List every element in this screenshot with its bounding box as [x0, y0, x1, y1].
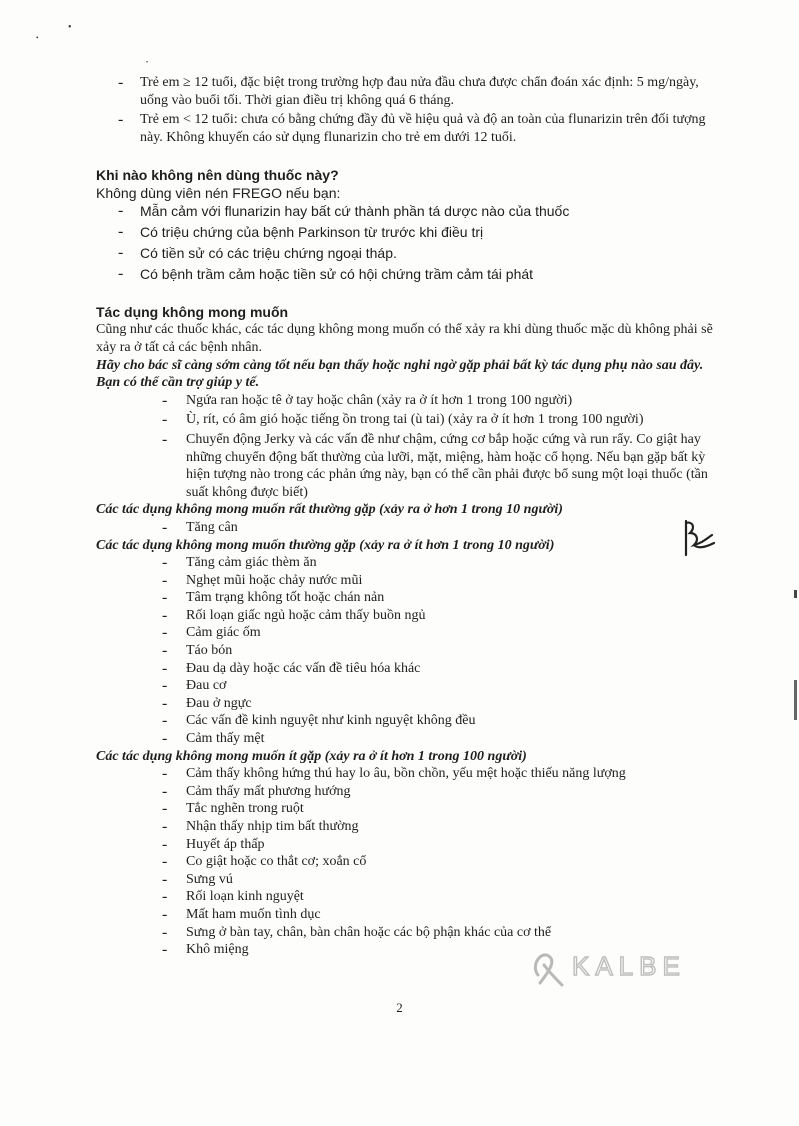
bullet-dash: -: [118, 111, 124, 129]
bullet-dash: -: [162, 730, 168, 748]
list-item-text: Co giật hoặc co thắt cơ; xoắn cổ: [186, 854, 367, 870]
bullet-dash: -: [162, 677, 168, 695]
list-item: [96, 906, 726, 924]
bullet-dash: -: [162, 905, 168, 923]
scan-edge-mark: [794, 590, 797, 598]
very-common-heading: Các tác dụng không mong muốn rất thường gặp (xảy ra ở hơn 1 trong 10 người): [96, 502, 563, 518]
list-item: [96, 519, 726, 537]
bullet-dash: -: [162, 411, 168, 429]
uncommon-heading: Các tác dụng không mong muốn ít gặp (xảy ra ở ít hơn 1 trong 100 người): [96, 748, 527, 764]
page-number: 2: [396, 1000, 403, 1015]
common-list: [96, 554, 726, 748]
bullet-dash: -: [162, 800, 168, 818]
list-item: [96, 624, 726, 642]
bullet-dash: -: [162, 888, 168, 906]
bullet-dash: -: [162, 554, 168, 572]
list-item-text: Ngứa ran hoặc tê ở tay hoặc chân (xảy ra ở ít hơn 1 trong 100 người): [186, 392, 573, 408]
list-item-text: Cảm thấy không hứng thú hay lo âu, bồn chồn, yếu mệt hoặc thiếu năng lượng: [186, 766, 626, 782]
bullet-dash: -: [162, 391, 168, 409]
bullet-dash: -: [118, 265, 124, 283]
bullet-dash: -: [162, 694, 168, 712]
bullet-dash: -: [162, 870, 168, 888]
list-item-text: Đau ở ngực: [186, 695, 252, 711]
list-item: [96, 695, 726, 713]
list-item-text: Nhận thấy nhịp tim bất thường: [186, 819, 359, 834]
list-item-text: Cảm giác ốm: [186, 625, 261, 641]
list-item: [96, 783, 726, 801]
dosage-children-list: [96, 74, 726, 146]
handwritten-initials-icon: [672, 515, 720, 563]
list-item: [96, 74, 726, 109]
list-item: [96, 111, 726, 146]
list-item-text: Ù, rít, có âm gió hoặc tiếng ồn trong tai (ù tai) (xảy ra ở ít hơn 1 trong 100 người): [186, 412, 644, 428]
bullet-dash: -: [162, 712, 168, 730]
bullet-dash: -: [118, 244, 124, 262]
warning-text: Hãy cho bác sĩ càng sớm càng tốt nếu bạn thấy hoặc nghi ngờ gặp phải bất kỳ tác dụng phụ nào sau đây. Bạn có thể cần trợ giúp y tế.: [96, 357, 704, 391]
list-item: [96, 265, 726, 283]
list-item-text: Có tiền sử có các triệu chứng ngoại tháp.: [140, 245, 397, 262]
section-heading-adverse-effects: Tác dụng không mong muốn: [96, 304, 289, 321]
list-item: [96, 871, 726, 889]
bullet-dash: -: [162, 835, 168, 853]
stamp-text: KALBE: [572, 951, 686, 981]
list-item: [96, 431, 726, 501]
bullet-dash: -: [162, 571, 168, 589]
list-item-text: Sưng ở bàn tay, chân, bàn chân hoặc các bộ phận khác của cơ thể: [186, 924, 552, 940]
bullet-dash: -: [162, 430, 168, 448]
list-item: [96, 800, 726, 818]
list-item-text: Nghẹt mũi hoặc chảy nước mũi: [186, 572, 363, 588]
bullet-dash: -: [162, 941, 168, 959]
list-item: [96, 677, 726, 695]
list-item-text: Táo bón: [186, 643, 233, 659]
list-item: [96, 392, 726, 410]
list-item-text: Đau dạ dày hoặc các vấn đề tiêu hóa khác: [186, 660, 421, 676]
list-item: [96, 818, 726, 836]
list-item: [96, 765, 726, 783]
bullet-dash: -: [118, 202, 124, 220]
list-item: [96, 660, 726, 678]
list-item: [96, 223, 726, 241]
bullet-dash: -: [162, 606, 168, 624]
section-intro: Không dùng viên nén FREGO nếu bạn:: [96, 185, 341, 202]
scan-dot: •: [146, 60, 149, 66]
list-item-text: Rối loạn giấc ngủ hoặc cảm thấy buồn ngủ: [186, 607, 426, 623]
uncommon-list: [96, 765, 726, 959]
bullet-dash: -: [162, 659, 168, 677]
list-item: [96, 589, 726, 607]
scan-dot: •: [36, 34, 39, 42]
very-common-list: [96, 519, 726, 537]
bullet-dash: -: [118, 74, 124, 91]
list-item: [96, 411, 726, 429]
list-item-text: Trẻ em < 12 tuổi: chưa có bằng chứng đầy đủ về hiệu quả và độ an toàn của flunarizin trên đối tượng này. Không khuyến cáo sử dụng flunarizin cho trẻ em dưới 12 tuổi.: [140, 112, 706, 145]
kalbe-stamp-icon: [528, 935, 708, 991]
list-item-text: Rối loạn kinh nguyệt: [186, 889, 304, 905]
list-item-text: Có bệnh trầm cảm hoặc tiền sử có hội chứng trầm cảm tái phát: [140, 266, 534, 283]
list-item: [96, 836, 726, 854]
page-content: [96, 74, 726, 959]
list-item-text: Cảm thấy mất phương hướng: [186, 783, 351, 799]
list-item: [96, 853, 726, 871]
list-item-text: Có triệu chứng của bệnh Parkinson từ trước khi điều trị: [140, 224, 484, 241]
list-item: [96, 607, 726, 625]
list-item-text: Mẫn cảm với flunarizin hay bất cứ thành phần tá dược nào của thuốc: [140, 203, 570, 220]
section-intro: Cũng như các thuốc khác, các tác dụng không mong muốn có thể xảy ra khi dùng thuốc mặc dù không phải sẽ xảy ra ở tất cả các bệnh nhân.: [96, 322, 713, 355]
list-item: [96, 554, 726, 572]
list-item-text: Tắc nghẽn trong ruột: [186, 801, 304, 817]
list-item-text: Sưng vú: [186, 871, 233, 887]
bullet-dash: -: [162, 589, 168, 607]
bullet-dash: -: [162, 765, 168, 783]
list-item: [96, 642, 726, 660]
bullet-dash: -: [118, 223, 124, 241]
bullet-dash: -: [162, 518, 168, 536]
section-heading-contraindications: Khi nào không nên dùng thuốc này?: [96, 167, 339, 184]
common-heading: Các tác dụng không mong muốn thường gặp (xảy ra ở ít hơn 1 trong 10 người): [96, 537, 555, 553]
list-item-text: Tăng cân: [186, 519, 238, 535]
list-item-text: Đau cơ: [186, 678, 227, 694]
scan-edge-mark: [794, 680, 797, 720]
list-item-text: Khô miệng: [186, 942, 249, 958]
list-item-text: Chuyển động Jerky và các vấn đề như chậm, cứng cơ bắp hoặc cứng và run rẩy. Co giật hay những chuyển động bất thường của lưỡi, mặt, miệng, hàm hoặc cổ họng. Nếu bạn gặp bất kỳ hiện tượng nào trong các phản ứng này, bạn có thể cần phải được bổ sung một loại thuốc (tần suất không được biết): [186, 431, 708, 500]
bullet-dash: -: [162, 624, 168, 642]
list-item: [96, 202, 726, 220]
bullet-dash: -: [162, 782, 168, 800]
list-item: [96, 730, 726, 748]
urgent-effects-list: [96, 392, 726, 502]
list-item: [96, 712, 726, 730]
list-item: [96, 244, 726, 262]
list-item-text: Tăng cảm giác thèm ăn: [186, 555, 317, 571]
list-item: [96, 888, 726, 906]
list-item-text: Tâm trạng không tốt hoặc chán nản: [186, 590, 385, 606]
list-item: [96, 572, 726, 590]
list-item-text: Các vấn đề kinh nguyệt như kinh nguyệt không đều: [186, 713, 476, 729]
contraindications-list: [96, 202, 726, 283]
list-item-text: Cảm thấy mệt: [186, 731, 265, 747]
bullet-dash: -: [162, 853, 168, 871]
list-item-text: Trẻ em ≥ 12 tuổi, đặc biệt trong trường hợp đau nửa đầu chưa được chẩn đoán xác định: 5 mg/ngày, uống vào buổi tối. Thời gian điều trị không quá 6 tháng.: [140, 75, 699, 108]
list-item-text: Mất ham muốn tình dục: [186, 906, 321, 922]
bullet-dash: -: [162, 642, 168, 660]
list-item-text: Huyết áp thấp: [186, 836, 265, 852]
scan-dot: •: [68, 22, 72, 33]
bullet-dash: -: [162, 923, 168, 941]
bullet-dash: -: [162, 818, 168, 835]
